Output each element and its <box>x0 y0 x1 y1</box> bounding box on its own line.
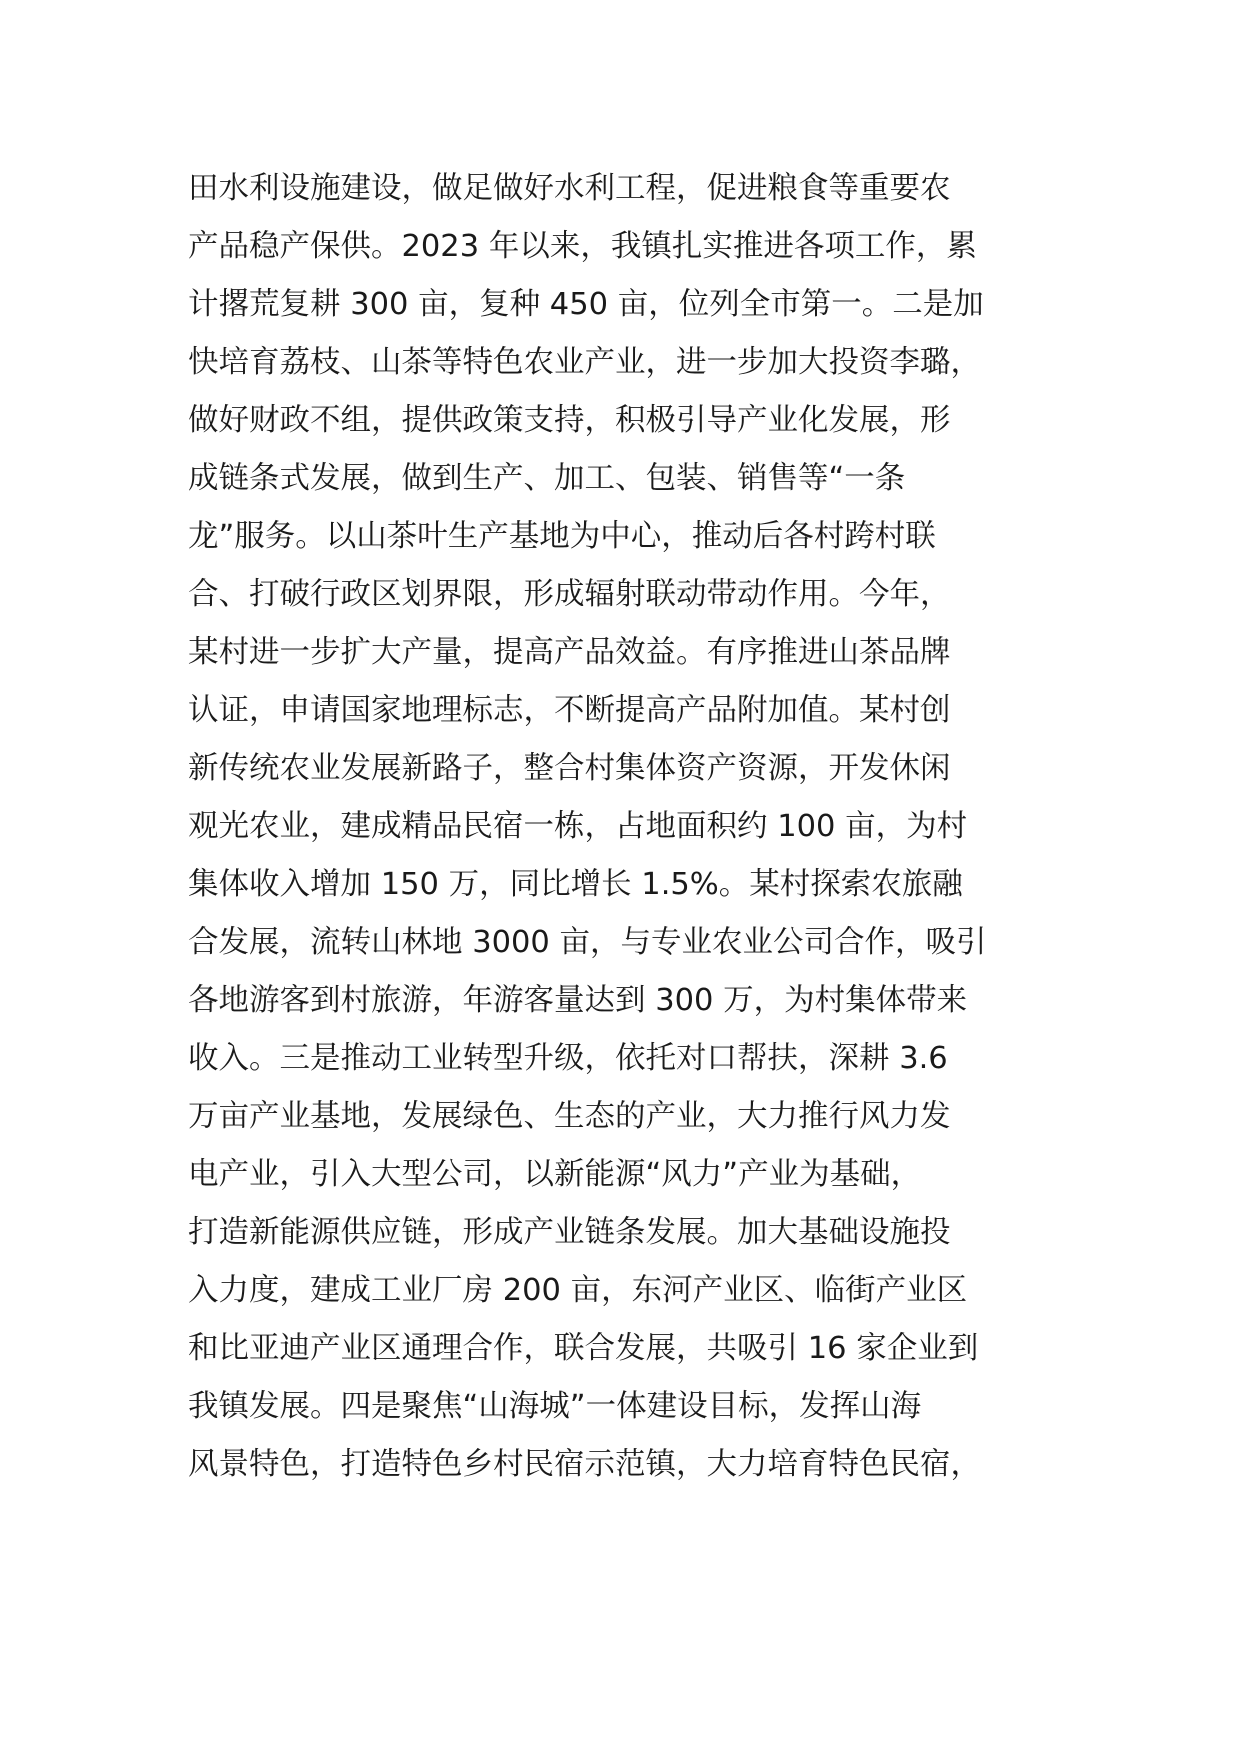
text-line: 计撂荒复耕 300 亩，复种 450 亩，位列全市第一。二是加 <box>188 287 984 322</box>
text-line: 收入。三是推动工业转型升级，依托对口帮扶，深耕 3.6 <box>188 1041 948 1076</box>
text-line: 集体收入增加 150 万，同比增长 1.5%。某村探索农旅融 <box>188 867 963 902</box>
text-line: 做好财政不组，提供政策支持，积极引导产业化发展，形 <box>188 403 951 438</box>
text-line: 龙”服务。以山茶叶生产基地为中心，推动后各村跨村联 <box>188 519 936 554</box>
text-line: 产品稳产保供。2023 年以来，我镇扎实推进各项工作，累 <box>188 229 977 264</box>
text-line: 成链条式发展，做到生产、加工、包装、销售等“一条 <box>188 461 906 496</box>
text-line: 田水利设施建设，做足做好水利工程，促进粮食等重要农 <box>188 171 951 206</box>
text-line: 快培育荔枝、山茶等特色农业产业，进一步加大投资李璐， <box>188 345 981 380</box>
text-line: 新传统农业发展新路子，整合村集体资产资源，开发休闲 <box>188 751 951 786</box>
text-line: 认证，申请国家地理标志，不断提高产品附加值。某村创 <box>188 693 951 728</box>
text-line: 和比亚迪产业区通理合作，联合发展，共吸引 16 家企业到 <box>188 1331 979 1366</box>
text-line: 观光农业，建成精品民宿一栋，占地面积约 100 亩，为村 <box>188 809 968 844</box>
text-line: 电产业，引入大型公司，以新能源“风力”产业为基础， <box>188 1157 922 1192</box>
text-line: 入力度，建成工业厂房 200 亩，东河产业区、临街产业区 <box>188 1273 968 1308</box>
text-line: 万亩产业基地，发展绿色、生态的产业，大力推行风力发 <box>188 1099 951 1134</box>
text-line: 各地游客到村旅游，年游客量达到 300 万，为村集体带来 <box>188 983 968 1018</box>
text-line: 合发展，流转山林地 3000 亩，与专业农业公司合作，吸引 <box>188 925 987 960</box>
body-text <box>188 160 1088 1494</box>
text-line: 某村进一步扩大产量，提高产品效益。有序推进山茶品牌 <box>188 635 951 670</box>
text-line: 我镇发展。四是聚焦“山海城”一体建设目标，发挥山海 <box>188 1389 922 1424</box>
text-line: 合、打破行政区划界限，形成辐射联动带动作用。今年， <box>188 577 951 612</box>
text-line: 打造新能源供应链，形成产业链条发展。加大基础设施投 <box>188 1215 951 1250</box>
text-line: 风景特色，打造特色乡村民宿示范镇，大力培育特色民宿， <box>188 1447 981 1482</box>
